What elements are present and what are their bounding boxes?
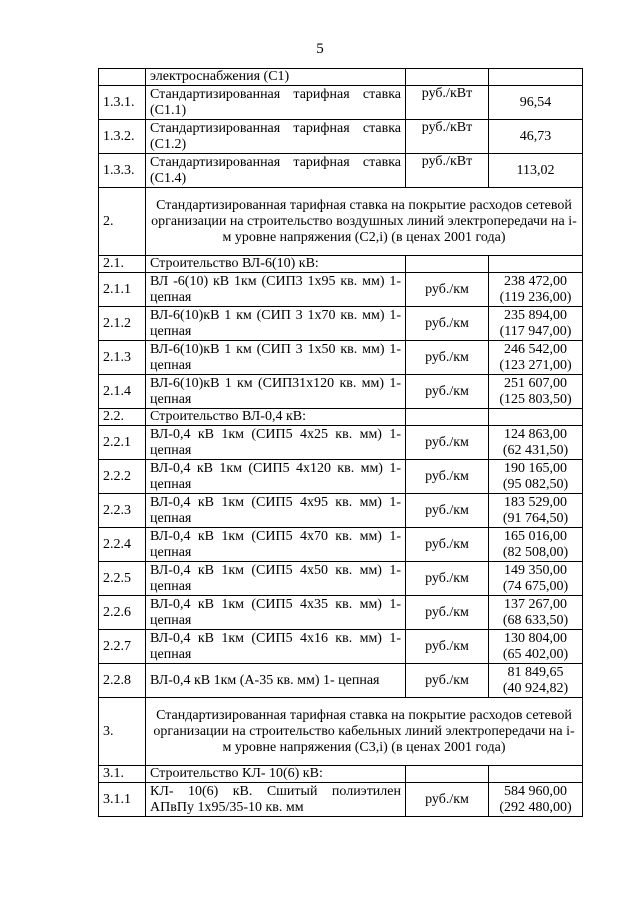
row-description: ВЛ-0,4 кВ 1км (СИП5 4х16 кв. мм) 1-цепная xyxy=(146,630,406,664)
row-description: ВЛ-0,4 кВ 1км (СИП5 4х35 кв. мм) 1-цепная xyxy=(146,596,406,630)
row-unit: руб./км xyxy=(406,341,489,375)
group-title: Строительство ВЛ-6(10) кВ: xyxy=(146,256,406,273)
row-value xyxy=(489,596,583,630)
row-value: 46,73 xyxy=(489,120,583,154)
row-unit xyxy=(406,69,489,86)
row-unit: руб./кВт xyxy=(406,120,489,154)
group-number: 2.1. xyxy=(99,256,146,273)
row-description: ВЛ-6(10)кВ 1 км (СИП 3 1х70 кв. мм) 1-цепная xyxy=(146,307,406,341)
row-description: ВЛ-0,4 кВ 1км (СИП5 4х120 кв. мм) 1- цепная xyxy=(146,460,406,494)
row-unit: руб./кВт xyxy=(406,86,489,120)
page-number: 5 xyxy=(316,41,324,57)
row-description: Стандартизированная тарифная ставка (С1.2) xyxy=(146,120,406,154)
value-secondary: (117 947,00) xyxy=(499,323,572,339)
row-number: 2.2.7 xyxy=(99,630,146,664)
row-value xyxy=(489,630,583,664)
section-row xyxy=(99,698,583,766)
table-row xyxy=(99,120,583,154)
section-row xyxy=(99,188,583,256)
row-description: ВЛ-0,4 кВ 1км (СИП5 4х25 кв. мм) 1-цепная xyxy=(146,426,406,460)
row-unit xyxy=(406,256,489,273)
row-unit: руб./км xyxy=(406,460,489,494)
value-secondary: (125 803,50) xyxy=(499,391,572,407)
row-number: 3.1.1 xyxy=(99,783,146,817)
value-secondary: (82 508,00) xyxy=(502,544,569,560)
row-value xyxy=(489,426,583,460)
row-number: 2.2.8 xyxy=(99,664,146,698)
value-main: 584 960,00 xyxy=(504,783,567,799)
table-row xyxy=(99,494,583,528)
row-value xyxy=(489,783,583,817)
table-row xyxy=(99,630,583,664)
value-main: 251 607,00 xyxy=(504,375,567,391)
row-number: 1.3.2. xyxy=(99,120,146,154)
row-description: ВЛ-6(10)кВ 1 км (СИП 3 1х50 кв. мм) 1-цепная xyxy=(146,341,406,375)
table-row xyxy=(99,154,583,188)
value-secondary: (65 402,00) xyxy=(502,646,569,662)
value-secondary: (68 633,50) xyxy=(502,612,569,628)
row-description: ВЛ-0,4 кВ 1км (А-35 кв. мм) 1- цепная xyxy=(146,664,406,698)
table-row xyxy=(99,528,583,562)
tariff-table xyxy=(98,68,583,817)
row-number xyxy=(99,69,146,86)
table-row xyxy=(99,69,583,86)
table-row xyxy=(99,273,583,307)
row-value xyxy=(489,528,583,562)
row-description: Стандартизированная тарифная ставка (С1.4) xyxy=(146,154,406,188)
group-title: Строительство КЛ- 10(6) кВ: xyxy=(146,766,406,783)
row-unit: руб./км xyxy=(406,494,489,528)
value-main: 235 894,00 xyxy=(504,307,567,323)
table-row xyxy=(99,307,583,341)
value-main: 124 863,00 xyxy=(504,426,567,442)
section-title: Стандартизированная тарифная ставка на покрытие расходов сетевой организации на строительство воздушных линий электропередачи на i-м уровне напряжения (С2,i) (в ценах 2001 года) xyxy=(146,188,583,256)
row-unit: руб./км xyxy=(406,426,489,460)
row-value xyxy=(489,307,583,341)
row-description: КЛ- 10(6) кВ. Сшитый полиэтилен АПвПу 1х95/35-10 кв. мм xyxy=(146,783,406,817)
value-main: 238 472,00 xyxy=(504,273,567,289)
group-row xyxy=(99,256,583,273)
section-title: Стандартизированная тарифная ставка на покрытие расходов сетевой организации на строительство кабельных линий электропередачи на i-м уровне напряжения (С3,i) (в ценах 2001 года) xyxy=(146,698,583,766)
row-value xyxy=(489,273,583,307)
section-number: 3. xyxy=(99,698,146,766)
row-number: 2.1.3 xyxy=(99,341,146,375)
row-description: ВЛ -6(10) кВ 1км (СИП3 1х95 кв. мм) 1-цепная xyxy=(146,273,406,307)
table-row xyxy=(99,664,583,698)
group-row xyxy=(99,766,583,783)
row-unit: руб./км xyxy=(406,375,489,409)
value-secondary: (292 480,00) xyxy=(499,799,572,815)
row-number: 2.2.1 xyxy=(99,426,146,460)
row-unit xyxy=(406,766,489,783)
value-secondary: (123 271,00) xyxy=(499,357,572,373)
row-value: 96,54 xyxy=(489,86,583,120)
row-unit xyxy=(406,409,489,426)
row-number: 2.2.5 xyxy=(99,562,146,596)
row-number: 2.1.4 xyxy=(99,375,146,409)
section-number: 2. xyxy=(99,188,146,256)
row-number: 2.2.3 xyxy=(99,494,146,528)
table-row xyxy=(99,783,583,817)
value-main: 81 849,65 xyxy=(507,664,564,680)
row-value xyxy=(489,766,583,783)
group-number: 2.2. xyxy=(99,409,146,426)
row-description: ВЛ-6(10)кВ 1 км (СИП31х120 кв. мм) 1-цепная xyxy=(146,375,406,409)
value-secondary: (91 764,50) xyxy=(502,510,569,526)
row-number: 2.1.1 xyxy=(99,273,146,307)
row-value xyxy=(489,409,583,426)
row-value xyxy=(489,664,583,698)
row-value xyxy=(489,562,583,596)
value-main: 137 267,00 xyxy=(504,596,567,612)
row-number: 1.3.3. xyxy=(99,154,146,188)
value-secondary: (74 675,00) xyxy=(502,578,569,594)
value-main: 149 350,00 xyxy=(504,562,567,578)
row-unit: руб./кВт xyxy=(406,154,489,188)
table-row xyxy=(99,460,583,494)
row-number: 2.2.6 xyxy=(99,596,146,630)
group-number: 3.1. xyxy=(99,766,146,783)
row-unit: руб./км xyxy=(406,528,489,562)
value-secondary: (119 236,00) xyxy=(499,289,572,305)
table-row xyxy=(99,426,583,460)
row-description: ВЛ-0,4 кВ 1км (СИП5 4х95 кв. мм) 1-цепная xyxy=(146,494,406,528)
group-row xyxy=(99,409,583,426)
row-unit: руб./км xyxy=(406,596,489,630)
row-description: электроснабжения (С1) xyxy=(146,69,406,86)
row-unit: руб./км xyxy=(406,630,489,664)
row-unit: руб./км xyxy=(406,664,489,698)
value-secondary: (95 082,50) xyxy=(502,476,569,492)
value-main: 183 529,00 xyxy=(504,494,567,510)
value-main: 246 542,00 xyxy=(504,341,567,357)
row-value xyxy=(489,69,583,86)
row-value xyxy=(489,256,583,273)
row-number: 2.2.2 xyxy=(99,460,146,494)
row-number: 2.1.2 xyxy=(99,307,146,341)
value-main: 130 804,00 xyxy=(504,630,567,646)
row-number: 2.2.4 xyxy=(99,528,146,562)
row-unit: руб./км xyxy=(406,783,489,817)
group-title: Строительство ВЛ-0,4 кВ: xyxy=(146,409,406,426)
table-row xyxy=(99,86,583,120)
row-description: ВЛ-0,4 кВ 1км (СИП5 4х70 кв. мм) 1-цепная xyxy=(146,528,406,562)
row-value xyxy=(489,341,583,375)
row-unit: руб./км xyxy=(406,562,489,596)
row-unit: руб./км xyxy=(406,307,489,341)
value-main: 165 016,00 xyxy=(504,528,567,544)
table-row xyxy=(99,562,583,596)
row-unit: руб./км xyxy=(406,273,489,307)
table-row xyxy=(99,341,583,375)
table-row xyxy=(99,596,583,630)
row-number: 1.3.1. xyxy=(99,86,146,120)
value-secondary: (62 431,50) xyxy=(502,442,569,458)
table-row xyxy=(99,375,583,409)
row-value: 113,02 xyxy=(489,154,583,188)
value-secondary: (40 924,82) xyxy=(502,680,569,696)
row-description: Стандартизированная тарифная ставка (С1.1) xyxy=(146,86,406,120)
row-value xyxy=(489,375,583,409)
row-description: ВЛ-0,4 кВ 1км (СИП5 4х50 кв. мм) 1-цепная xyxy=(146,562,406,596)
value-main: 190 165,00 xyxy=(504,460,567,476)
row-value xyxy=(489,494,583,528)
row-value xyxy=(489,460,583,494)
